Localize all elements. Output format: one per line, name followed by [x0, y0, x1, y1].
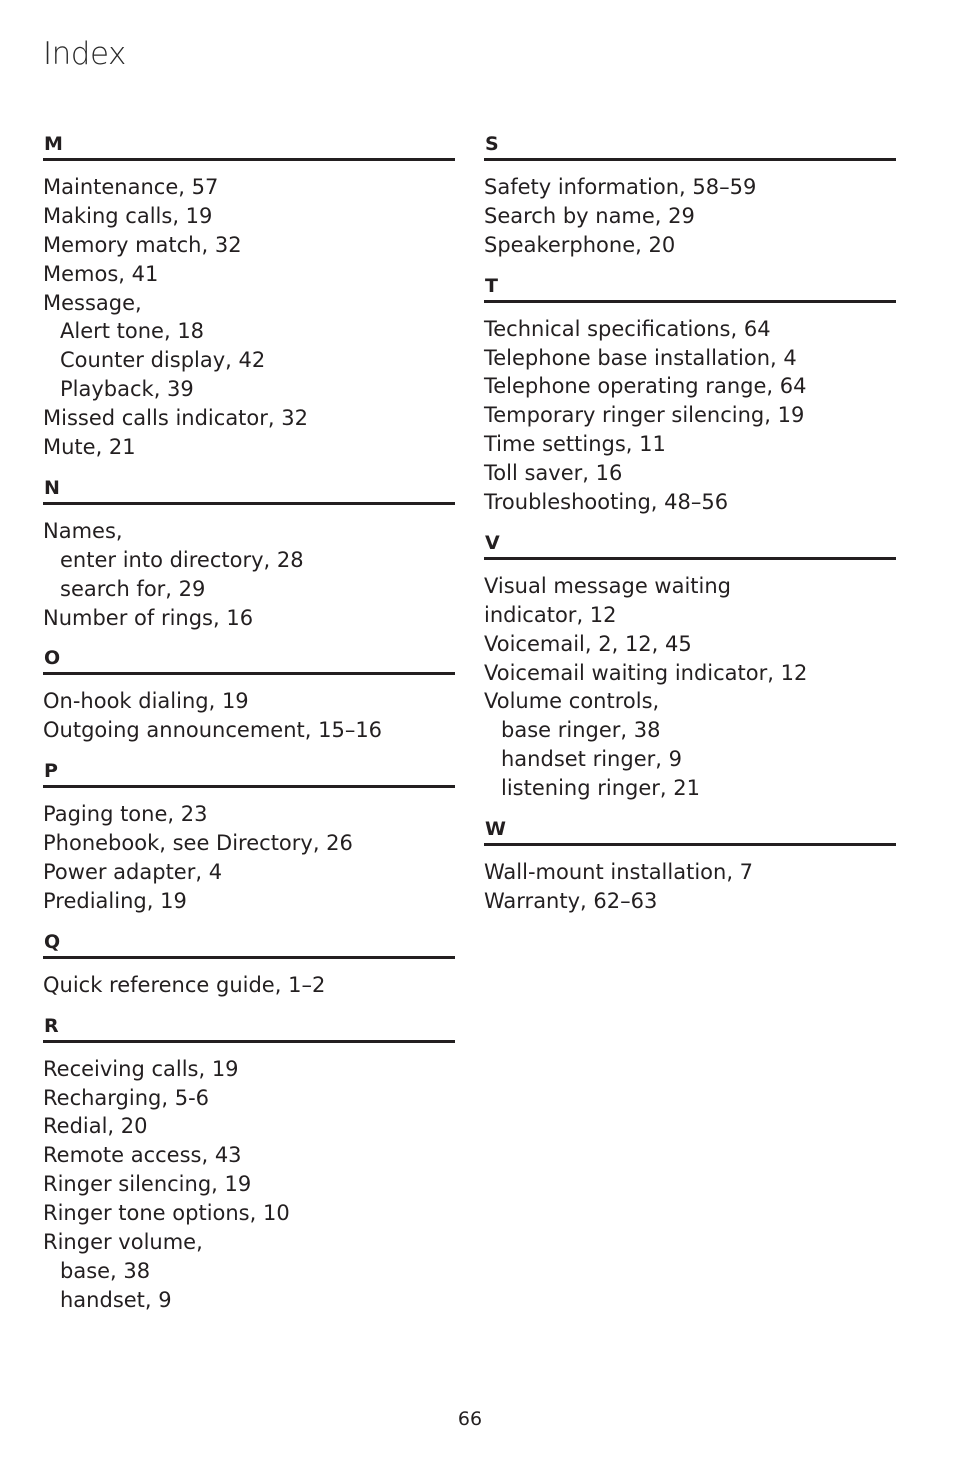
index-section: [43, 928, 455, 1000]
index-entry: Warranty, 62–63: [484, 888, 658, 913]
index-entry-list: [43, 505, 455, 633]
index-entry: Telephone base installation, 4: [484, 345, 797, 370]
index-entry: Message,: [43, 290, 142, 315]
index-entry: Volume controls,: [484, 689, 660, 714]
index-entry: Number of rings, 16: [43, 605, 254, 630]
index-entry: Names,: [43, 518, 123, 543]
page-title: Index: [43, 36, 126, 72]
index-section: [43, 757, 455, 916]
index-entry: Ringer tone options, 10: [43, 1201, 290, 1226]
index-entry: Ringer volume,: [43, 1230, 203, 1255]
section-letter-heading: R: [43, 1012, 455, 1043]
index-entry-list: [484, 560, 896, 803]
index-entry-list: [43, 959, 455, 1000]
section-letter-heading: W: [484, 815, 896, 846]
section-letter-heading: M: [43, 130, 455, 161]
index-entry-list: [43, 1043, 455, 1315]
index-entry-list: [484, 846, 896, 916]
section-letter-heading: P: [43, 757, 455, 788]
index-entry: Making calls, 19: [43, 203, 213, 228]
index-entry: Temporary ringer silencing, 19: [484, 403, 805, 428]
index-entry: Technical specifications, 64: [484, 316, 771, 341]
index-entry: Outgoing announcement, 15–16: [43, 718, 383, 743]
index-section: [484, 130, 896, 260]
index-subentry: enter into directory, 28: [60, 547, 304, 572]
index-subentry: Alert tone, 18: [60, 319, 205, 344]
index-subentry: base ringer, 38: [501, 718, 661, 743]
index-entry: Power adapter, 4: [43, 860, 223, 885]
index-entry: Telephone operating range, 64: [484, 374, 807, 399]
index-entry: Redial, 20: [43, 1114, 148, 1139]
index-entry-list: [43, 675, 455, 745]
index-subentry: Counter display, 42: [60, 348, 266, 373]
index-entry: Mute, 21: [43, 435, 136, 460]
index-section: [484, 529, 896, 803]
index-subentry: search for, 29: [60, 576, 206, 601]
index-entry: Missed calls indicator, 32: [43, 406, 308, 431]
section-letter-heading: V: [484, 529, 896, 560]
index-entry: Quick reference guide, 1–2: [43, 972, 326, 997]
index-entry: Wall-mount installation, 7: [484, 860, 754, 885]
index-entry: Phonebook, see Directory, 26: [43, 831, 353, 856]
index-section: [484, 272, 896, 517]
index-entry-list: [484, 303, 896, 517]
index-section: [43, 1012, 455, 1315]
index-entry-list: [43, 161, 455, 462]
index-subentry: Playback, 39: [60, 377, 194, 402]
index-entry: Visual message waiting: [484, 573, 732, 598]
index-entry-list: [484, 161, 896, 260]
index-entry: Time settings, 11: [484, 432, 666, 457]
index-column-right: [484, 130, 896, 928]
index-column-left: [43, 130, 455, 1327]
index-entry: Maintenance, 57: [43, 175, 219, 199]
index-subentry: listening ringer, 21: [501, 776, 700, 801]
page-number: 66: [457, 1408, 483, 1430]
index-section: [43, 130, 455, 462]
section-letter-heading: S: [484, 130, 896, 161]
index-entry: Ringer silencing, 19: [43, 1172, 252, 1197]
index-entry-list: [43, 788, 455, 916]
section-letter-heading: O: [43, 644, 455, 675]
index-entry: Troubleshooting, 48–56: [484, 490, 729, 515]
index-entry: Predialing, 19: [43, 888, 187, 913]
index-entry: Safety information, 58–59: [484, 175, 757, 199]
index-entry: Search by name, 29: [484, 203, 695, 228]
index-section: [43, 474, 455, 633]
index-subentry: handset, 9: [60, 1287, 172, 1312]
index-entry: indicator, 12: [484, 602, 617, 627]
index-entry: On-hook dialing, 19: [43, 689, 249, 714]
index-entry: Memory match, 32: [43, 232, 242, 257]
index-section: [43, 644, 455, 745]
index-entry: Toll saver, 16: [484, 461, 623, 486]
index-entry: Memos, 41: [43, 261, 159, 286]
index-entry: Voicemail, 2, 12, 45: [484, 631, 692, 656]
index-entry: Receiving calls, 19: [43, 1056, 239, 1081]
index-entry: Recharging, 5-6: [43, 1085, 210, 1110]
index-entry: Speakerphone, 20: [484, 232, 676, 257]
index-subentry: handset ringer, 9: [501, 747, 682, 772]
section-letter-heading: N: [43, 474, 455, 505]
index-subentry: base, 38: [60, 1258, 151, 1283]
index-section: [484, 815, 896, 916]
section-letter-heading: T: [484, 272, 896, 303]
section-letter-heading: Q: [43, 928, 455, 959]
index-entry: Remote access, 43: [43, 1143, 242, 1168]
index-entry: Paging tone, 23: [43, 802, 208, 827]
index-entry: Voicemail waiting indicator, 12: [484, 660, 808, 685]
